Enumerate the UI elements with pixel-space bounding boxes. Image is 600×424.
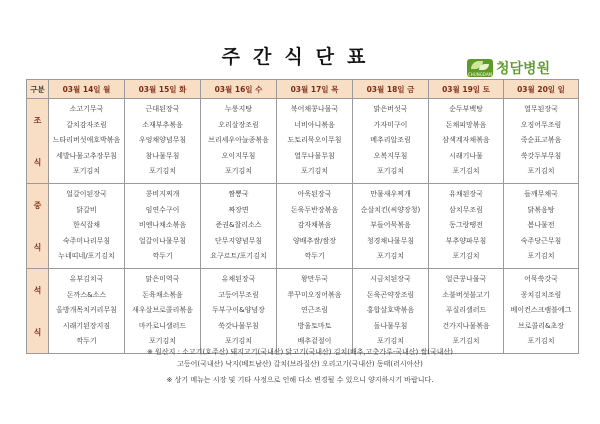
menu-item: 북어채콩나물국: [290, 105, 339, 113]
meal-label-char: 석: [33, 285, 42, 295]
header-row: [27, 80, 579, 99]
dinner-label: [27, 269, 49, 354]
menu-cell: [353, 269, 429, 354]
origin-note: ※ 원산지 : 소고기(호주산) 돼지고기(국내산) 닭고기(국내산) 김치(배추,고춧가루-국내산) 쌀(국내산): [146, 348, 454, 356]
menu-item: 깍두기: [152, 252, 173, 261]
dinner-row: [27, 269, 579, 354]
menu-item: 숙주당근무침: [520, 236, 562, 245]
menu-item: 오이지무침: [221, 151, 256, 160]
menu-item: 쭈꾸미오징어볶음: [287, 290, 342, 299]
menu-item: 시래기나물: [449, 151, 483, 160]
menu-item: 포기김치: [376, 252, 405, 261]
menu-item: 비엔나채소볶음: [138, 221, 187, 230]
menu-item: 누네띠네/포기김치: [58, 252, 115, 261]
menu-cell: [429, 269, 504, 354]
menu-item: 삼치무조림: [449, 205, 483, 214]
menu-item: 단무지양념무침: [214, 236, 263, 245]
day-header: 03월 16일 수: [201, 80, 277, 99]
menu-item: 얼갈이나물무침: [138, 236, 187, 245]
menu-item: 순두부백탕: [449, 105, 483, 113]
day-header: 03월 17일 목: [277, 80, 353, 99]
menu-item: 근대된장국: [145, 105, 180, 113]
menu-item: 동그랑땡전: [449, 221, 483, 230]
menu-item: 포기김치: [224, 337, 253, 346]
menu-item: 포기김치: [452, 337, 480, 346]
menu-cell: [201, 99, 277, 184]
menu-item: 어묵쑥갓국: [524, 275, 558, 283]
menu-item: 돈육두반장볶음: [290, 205, 339, 214]
menu-item: 포기김치: [452, 167, 480, 176]
menu-item: 유채된장국: [221, 275, 256, 283]
menu-item: 세발나물고추장무침: [56, 151, 117, 160]
menu-item: 쑥갓두부무침: [520, 151, 562, 160]
menu-item: 열무된장국: [524, 105, 558, 113]
menu-item: 봄나물전: [527, 221, 555, 230]
meal-label-char: 식: [33, 242, 42, 252]
menu-item: 오징어무조림: [520, 120, 562, 129]
menu-item: 들깨무채국: [524, 190, 558, 198]
menu-cell: [353, 99, 429, 184]
meal-label-char: 조: [33, 115, 42, 125]
logo-emblem-text: CHUNGDAM: [467, 72, 493, 77]
menu-cell: [125, 99, 201, 184]
origin-note-continued: 고등어(국내산) 낙지(베트남산) 갈치(브라질산) 오리고기(국내산) 동태(러시아산): [177, 360, 423, 368]
menu-item: 왕만두국: [300, 275, 329, 283]
meal-label-char: 중: [33, 200, 42, 210]
menu-item: 포기김치: [72, 167, 101, 176]
day-header: 03월 20일 일: [504, 80, 579, 99]
category-header: 구분: [27, 80, 49, 99]
menu-item: 감자채볶음: [297, 221, 332, 230]
menu-item: 소불버섯불고기: [442, 290, 490, 299]
menu-item: 준권&찰리소스: [215, 221, 262, 230]
menu-cell: [201, 269, 277, 354]
menu-item: 새우살브로콜리볶음: [132, 306, 193, 315]
menu-item: 쑥갓나물무침: [218, 321, 259, 330]
menu-item: 포기김치: [452, 252, 480, 261]
day-header: 03월 15일 화: [125, 80, 201, 99]
menu-cell: [277, 99, 353, 184]
menu-cell: [504, 99, 579, 184]
menu-item: 깍두기: [76, 337, 97, 346]
menu-item: 부들어묵볶음: [370, 221, 411, 230]
menu-cell: [277, 184, 353, 269]
menu-cell: [429, 99, 504, 184]
menu-item: 메추리알조림: [370, 136, 411, 145]
menu-cell: [277, 269, 353, 354]
menu-item: 포기김치: [300, 167, 329, 176]
menu-item: 느타리버섯애호박볶음: [52, 136, 121, 145]
menu-item: 두부구이&양념장: [212, 306, 265, 315]
menu-item: 짬뽕국: [228, 190, 249, 198]
menu-item: 올방개목치커리무침: [56, 306, 117, 315]
menu-cell: [201, 184, 277, 269]
breakfast-row: [27, 99, 579, 184]
menu-item: 홍합살호박볶음: [366, 306, 415, 315]
menu-item: 포기김치: [376, 167, 405, 176]
menu-item: 참나물무침: [145, 151, 180, 160]
menu-cell: [49, 99, 125, 184]
menu-item: 맑은미역국: [145, 275, 180, 283]
menu-item: 방울토마토: [297, 321, 332, 330]
menu-item: 열무나물무침: [294, 151, 335, 160]
menu-item: 가자미구이: [373, 120, 408, 129]
lunch-label: [27, 184, 49, 269]
menu-item: 오복지무침: [373, 151, 408, 160]
menu-cell: [49, 269, 125, 354]
menu-item: 깍두기: [304, 252, 325, 261]
menu-item: 연근조림: [300, 306, 329, 315]
leaf-logo-icon: [467, 59, 493, 77]
menu-item: 닭볶음탕: [527, 205, 555, 214]
menu-item: 도토리묵오이무침: [287, 136, 342, 145]
menu-item: 짜장면: [228, 205, 249, 214]
menu-item: 브로콜리&초장: [517, 321, 565, 330]
menu-item: 돈까스&소스: [66, 290, 107, 299]
menu-item: 포기김치: [376, 337, 405, 346]
meal-label-char: 식: [33, 157, 42, 167]
menu-item: 포기김치: [148, 167, 177, 176]
menu-item: 브리세우아늘종볶음: [208, 136, 269, 145]
menu-item: 시래기된장지짐: [62, 321, 111, 330]
menu-item: 오리살장조림: [218, 120, 259, 129]
menu-item: 얼큰콩나물국: [445, 275, 487, 283]
menu-item: 시금치된장국: [370, 275, 411, 283]
menu-item: 고등어무조림: [218, 290, 259, 299]
menu-item: 건가지나물볶음: [442, 321, 490, 330]
hospital-logo: [467, 58, 550, 78]
menu-item: 돈채피망볶음: [445, 120, 487, 129]
menu-item: 콩비지찌개: [145, 190, 180, 198]
lunch-row: [27, 184, 579, 269]
menu-item: 포기김치: [527, 167, 555, 176]
hospital-name: 청담병원: [496, 61, 551, 77]
menu-cell: [353, 184, 429, 269]
menu-item: 포기김치: [527, 337, 555, 346]
menu-item: 부추양파무침: [445, 236, 487, 245]
menu-item: 포기김치: [148, 337, 177, 346]
menu-item: 갈치감자조림: [66, 120, 107, 129]
menu-item: 소고기무국: [69, 105, 104, 113]
menu-cell: [504, 184, 579, 269]
day-header: 03월 19일 토: [429, 80, 504, 99]
menu-item: 얼갈이된장국: [66, 190, 107, 198]
menu-item: 베이컨스크램블에그: [510, 306, 572, 315]
menu-item: 한식잡채: [72, 221, 101, 230]
menu-cell: [504, 269, 579, 354]
menu-item: 순살치킨(씨양장청): [360, 205, 421, 214]
menu-item: 너비아니볶음: [294, 120, 335, 129]
day-header: 03월 14일 월: [49, 80, 125, 99]
menu-item: 숙주미나리무침: [62, 236, 111, 245]
menu-item: 마카로니샐러드: [138, 321, 187, 330]
menu-item: 소재부추볶음: [142, 120, 183, 129]
menu-item: 포기김치: [527, 252, 555, 261]
page-title: 주간식단표: [221, 46, 379, 68]
menu-item: 양배추쌈/쌈장: [293, 236, 336, 245]
menu-item: 죽순표고볶음: [520, 136, 562, 145]
change-notice: ※ 상기 메뉴는 시장 및 기타 사정으로 인해 다소 변경될 수 있으니 양지하시기 바랍니다.: [166, 376, 434, 384]
day-header: 03월 18일 금: [353, 80, 429, 99]
menu-item: 돌나물무침: [373, 321, 408, 330]
menu-item: 만물새우찌개: [370, 190, 411, 198]
menu-item: 누룽지탕: [224, 105, 253, 113]
menu-item: 포기김치: [224, 167, 253, 176]
menu-item: 우엉채양념무침: [138, 136, 187, 145]
menu-item: 요구르트/포기김치: [210, 252, 267, 261]
menu-item: 유채된장국: [449, 190, 483, 198]
menu-cell: [125, 184, 201, 269]
breakfast-label: [27, 99, 49, 184]
menu-item: 돈육곤약장조림: [366, 290, 415, 299]
menu-item: 청경채나물무침: [366, 236, 415, 245]
menu-cell: [429, 184, 504, 269]
menu-item: 꽁치김치조림: [520, 290, 562, 299]
menu-item: 닭갈비: [76, 205, 97, 214]
menu-item: 돈육채소볶음: [142, 290, 183, 299]
menu-item: 배추겉절이: [297, 337, 332, 346]
menu-item: 맑은버섯국: [373, 105, 408, 113]
menu-item: 유부김치국: [69, 275, 104, 283]
menu-cell: [125, 269, 201, 354]
menu-item: 아욱된장국: [297, 190, 332, 198]
menu-item: 삼색계자채볶음: [442, 136, 490, 145]
menu-item: 푸실리샐러드: [445, 306, 487, 315]
weekly-menu-table: [26, 79, 579, 354]
menu-item: 임연수구이: [145, 205, 180, 214]
menu-cell: [49, 184, 125, 269]
meal-label-char: 식: [33, 327, 42, 337]
